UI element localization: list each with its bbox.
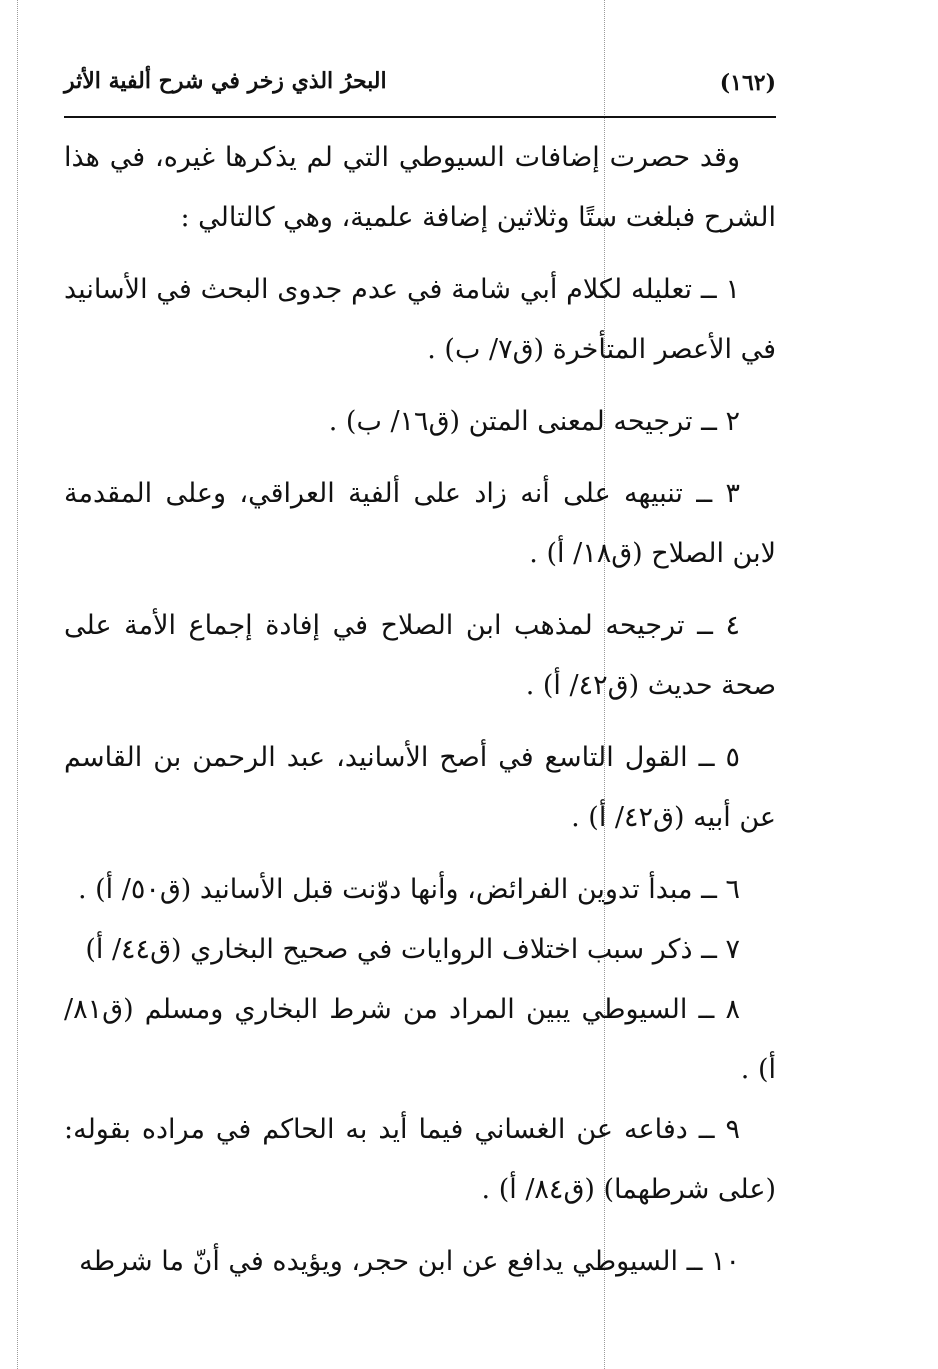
list-item-7: ٧ ــ ذكر سبب اختلاف الروايات في صحيح البخاري (ق٤٤/ أ)	[85, 934, 740, 965]
page-header	[64, 60, 776, 110]
list-item-2: ٢ ــ ترجيحه لمعنى المتن (ق١٦/ ب) .	[328, 406, 740, 437]
list-item-5: ٥ ــ القول التاسع في أصح الأسانيد، عبد الرحمن بن القاسم عن أبيه (ق٤٢/ أ) .	[64, 742, 776, 833]
list-item-6: ٦ ــ مبدأ تدوين الفرائض، وأنها دوّنت قبل الأسانيد (ق٥٠/ أ) .	[77, 874, 740, 905]
list-item-1: ١ ــ تعليله لكلام أبي شامة في عدم جدوى البحث في الأسانيد في الأعصر المتأخرة (ق٧/ ب) .	[64, 274, 776, 365]
intro-paragraph: وقد حصرت إضافات السيوطي التي لم يذكرها غيره، في هذا الشرح فبلغت ستًا وثلاثين إضافة علمية، وهي كالتالي :	[64, 142, 776, 233]
list-item-9: ٩ ــ دفاعه عن الغساني فيما أيد به الحاكم في مراده بقوله: (على شرطهما) (ق٨٤/ أ) .	[64, 1114, 776, 1205]
page-number: (١٦٢)	[719, 70, 776, 96]
list-item-4: ٤ ــ ترجيحه لمذهب ابن الصلاح في إفادة إجماع الأمة على صحة حديث (ق٤٢/ أ) .	[64, 610, 776, 701]
running-title: البحرُ الذي زخر في شرح ألفية الأثر	[64, 68, 387, 94]
scan-line-left	[17, 0, 18, 1369]
header-rule	[64, 116, 776, 118]
page-body	[64, 128, 776, 1292]
list-item-10: ١٠ ــ السيوطي يدافع عن ابن حجر، ويؤيده في أنّ ما شرطه	[79, 1246, 740, 1277]
list-item-8: ٨ ــ السيوطي يبين المراد من شرط البخاري ومسلم (ق٨١/ أ) .	[64, 994, 776, 1085]
list-item-3: ٣ ــ تنبيهه على أنه زاد على ألفية العراقي، وعلى المقدمة لابن الصلاح (ق١٨/ أ) .	[64, 478, 776, 569]
